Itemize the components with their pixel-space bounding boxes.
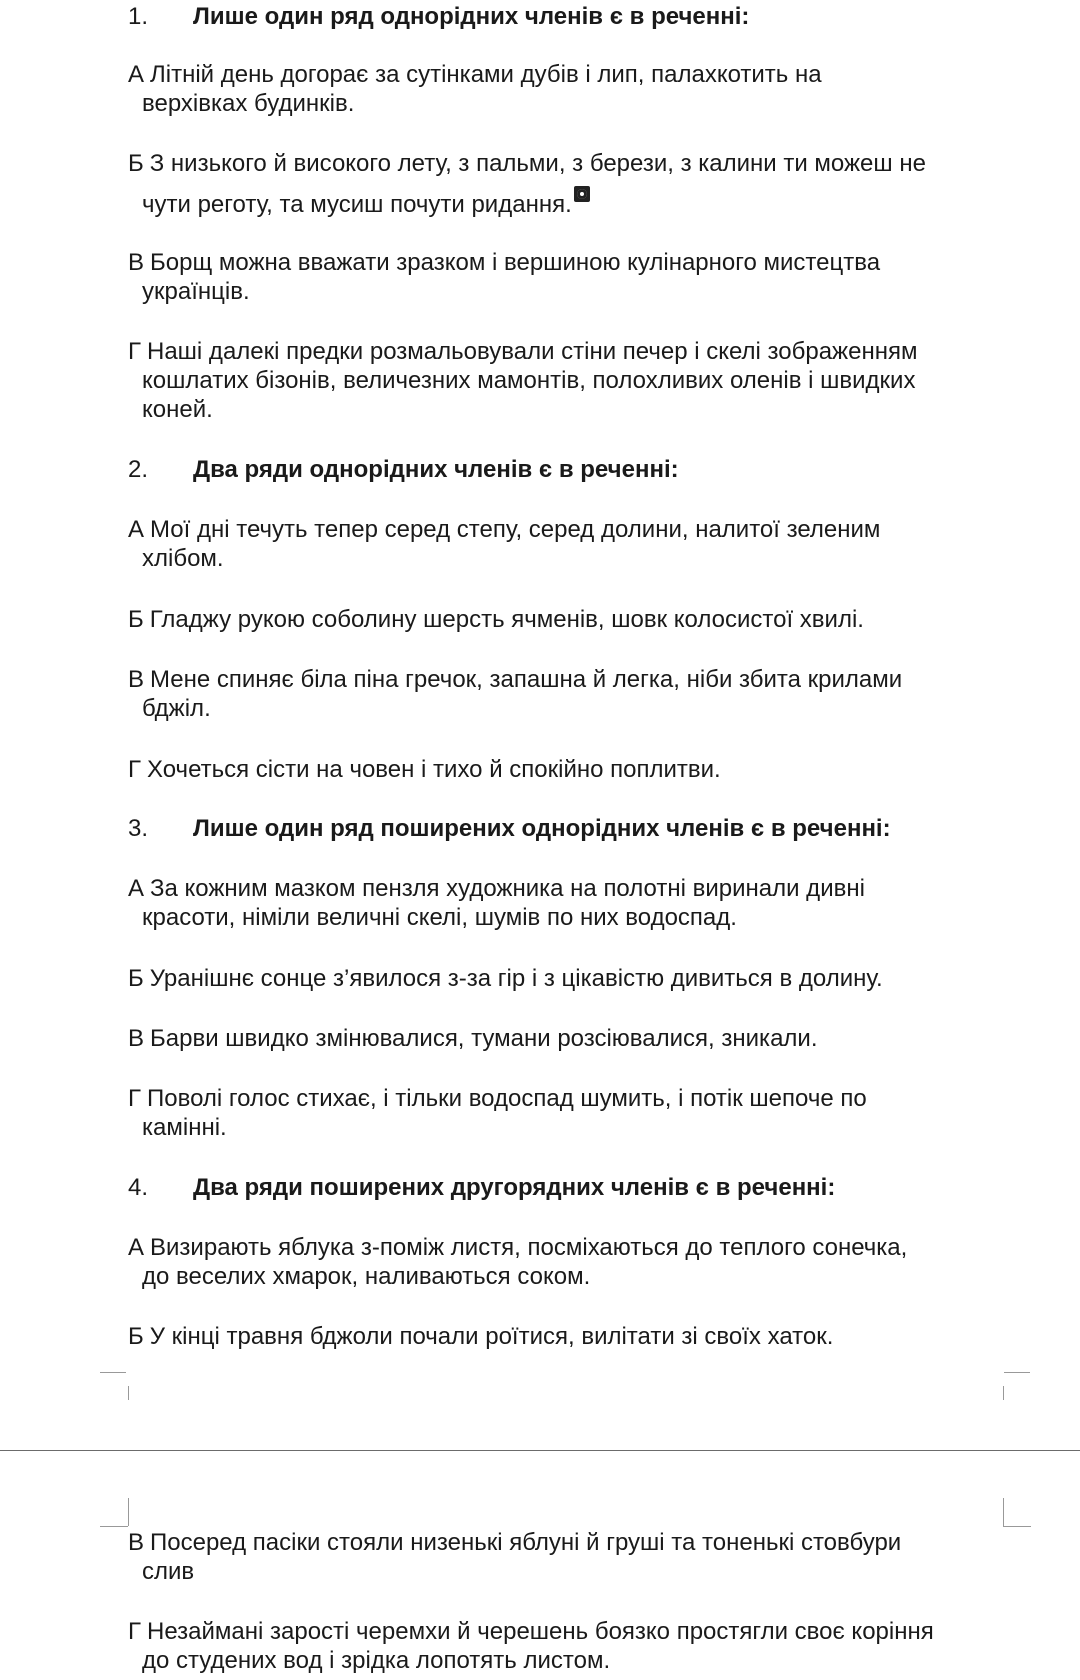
- q3-option-g: [128, 1084, 1008, 1142]
- option-text: Наші далекі предки розмальовували стіни печер і скелі зображенням: [147, 338, 918, 365]
- option-letter: Г: [128, 1085, 141, 1112]
- option-letter: Г: [128, 756, 141, 783]
- q2-option-b: [128, 605, 1008, 634]
- option-text-continued: до веселих хмарок, наливаються соком.: [142, 1263, 591, 1290]
- option-letter: А: [128, 875, 145, 902]
- q4-option-v: [128, 1528, 1008, 1586]
- option-text: Гладжу рукою соболину шерсть ячменів, шовк колосистої хвилі.: [149, 606, 864, 633]
- option-letter: В: [128, 1529, 145, 1556]
- option-text-continued: красоти, німіли величні скелі, шумів по них водоспад.: [142, 904, 737, 931]
- question-3-title: [128, 814, 891, 844]
- q2-option-a: [128, 515, 1008, 573]
- option-text: Визирають яблука з-поміж листя, посміхаються до теплого сонечка,: [150, 1234, 908, 1261]
- embedded-object-icon: [574, 186, 590, 202]
- option-text-continued-2: коней.: [142, 396, 213, 423]
- option-text-continued: слив: [142, 1558, 195, 1585]
- q1-option-v: [128, 248, 1008, 306]
- option-letter: В: [128, 249, 145, 276]
- option-letter: Б: [128, 965, 144, 992]
- option-letter: Г: [128, 338, 141, 365]
- q1-option-a: [128, 60, 1008, 118]
- option-text-continued: чути реготу, та мусиш почути ридання.: [142, 191, 572, 218]
- option-text: За кожним мазком пензля художника на полотні виринали дивні: [150, 875, 865, 902]
- question-number: 2.: [128, 456, 149, 483]
- option-text-continued: кошлатих бізонів, величезних мамонтів, полохливих оленів і швидких: [142, 367, 916, 394]
- option-letter: Б: [128, 1323, 144, 1350]
- question-text: Лише один ряд однорідних членів є в реченні:: [193, 3, 750, 30]
- question-2-title: [128, 455, 679, 485]
- option-text-continued: верхівках будинків.: [142, 90, 355, 117]
- option-text: Мене спиняє біла піна гречок, запашна й легка, ніби збита крилами: [150, 666, 903, 693]
- q2-option-v: [128, 665, 1008, 723]
- option-text: З низького й високого лету, з пальми, з берези, з калини ти можеш не: [149, 150, 926, 177]
- question-number: 3.: [128, 815, 149, 842]
- question-4-title: [128, 1173, 835, 1203]
- option-letter: А: [128, 516, 145, 543]
- margin-corner-mark: [1003, 1526, 1031, 1527]
- question-text: Лише один ряд поширених однорідних членів є в реченні:: [193, 815, 891, 842]
- q4-option-b: [128, 1322, 1008, 1351]
- margin-corner-mark: [128, 1386, 129, 1400]
- margin-corner-mark: [1004, 1372, 1030, 1373]
- question-number: 1.: [128, 3, 149, 30]
- option-text: Барви швидко змінювалися, тумани розсіювалися, зникали.: [150, 1025, 818, 1052]
- q4-option-g: [128, 1617, 1008, 1675]
- question-text: Два ряди поширених другорядних членів є в реченні:: [193, 1174, 836, 1201]
- margin-corner-mark: [128, 1498, 129, 1526]
- option-text-continued: до студених вод і зрідка лопотять листом.: [142, 1647, 611, 1674]
- option-text: Уранішнє сонце з’явилося з-за гір і з цікавістю дивиться в долину.: [149, 965, 883, 992]
- q3-option-b: [128, 964, 1008, 993]
- q1-option-g: [128, 337, 1008, 424]
- option-letter: Б: [128, 150, 144, 177]
- option-letter: В: [128, 666, 145, 693]
- option-letter: В: [128, 1025, 145, 1052]
- option-text: Незаймані зарості черемхи й черешень боязко простягли своє коріння: [147, 1618, 934, 1645]
- option-text-continued: українців.: [142, 278, 250, 305]
- q3-option-v: [128, 1024, 1008, 1053]
- q1-option-b: [128, 149, 1008, 219]
- margin-corner-mark: [1003, 1498, 1004, 1526]
- q4-option-a: [128, 1233, 1008, 1291]
- option-text: У кінці травня бджоли почали роїтися, вилітати зі своїх хаток.: [149, 1323, 834, 1350]
- option-text-continued: хлібом.: [142, 545, 224, 572]
- q3-option-a: [128, 874, 1008, 932]
- option-text-continued: камінні.: [142, 1114, 227, 1141]
- margin-corner-mark: [1003, 1386, 1004, 1400]
- option-letter: А: [128, 61, 145, 88]
- margin-corner-mark: [100, 1526, 128, 1527]
- question-number: 4.: [128, 1174, 149, 1201]
- option-letter: Б: [128, 606, 144, 633]
- margin-corner-mark: [100, 1372, 126, 1373]
- option-text: Посеред пасіки стояли низенькі яблуні й груші та тоненькі стовбури: [150, 1529, 902, 1556]
- option-text-continued: бджіл.: [142, 695, 211, 722]
- option-text: Мої дні течуть тепер серед степу, серед долини, налитої зеленим: [150, 516, 881, 543]
- question-text: Два ряди однорідних членів є в реченні:: [193, 456, 679, 483]
- option-text: Поволі голос стихає, і тільки водоспад шумить, і потік шепоче по: [147, 1085, 867, 1112]
- option-letter: Г: [128, 1618, 141, 1645]
- page-break-line: [0, 1450, 1080, 1451]
- option-text: Борщ можна вважати зразком і вершиною кулінарного мистецтва: [150, 249, 881, 276]
- option-text: Літній день догорає за сутінками дубів і лип, палахкотить на: [150, 61, 822, 88]
- q2-option-g: [128, 755, 1008, 784]
- option-text: Хочеться сісти на човен і тихо й спокійно поплитви.: [147, 756, 721, 783]
- option-letter: А: [128, 1234, 145, 1261]
- question-1-title: [128, 2, 749, 32]
